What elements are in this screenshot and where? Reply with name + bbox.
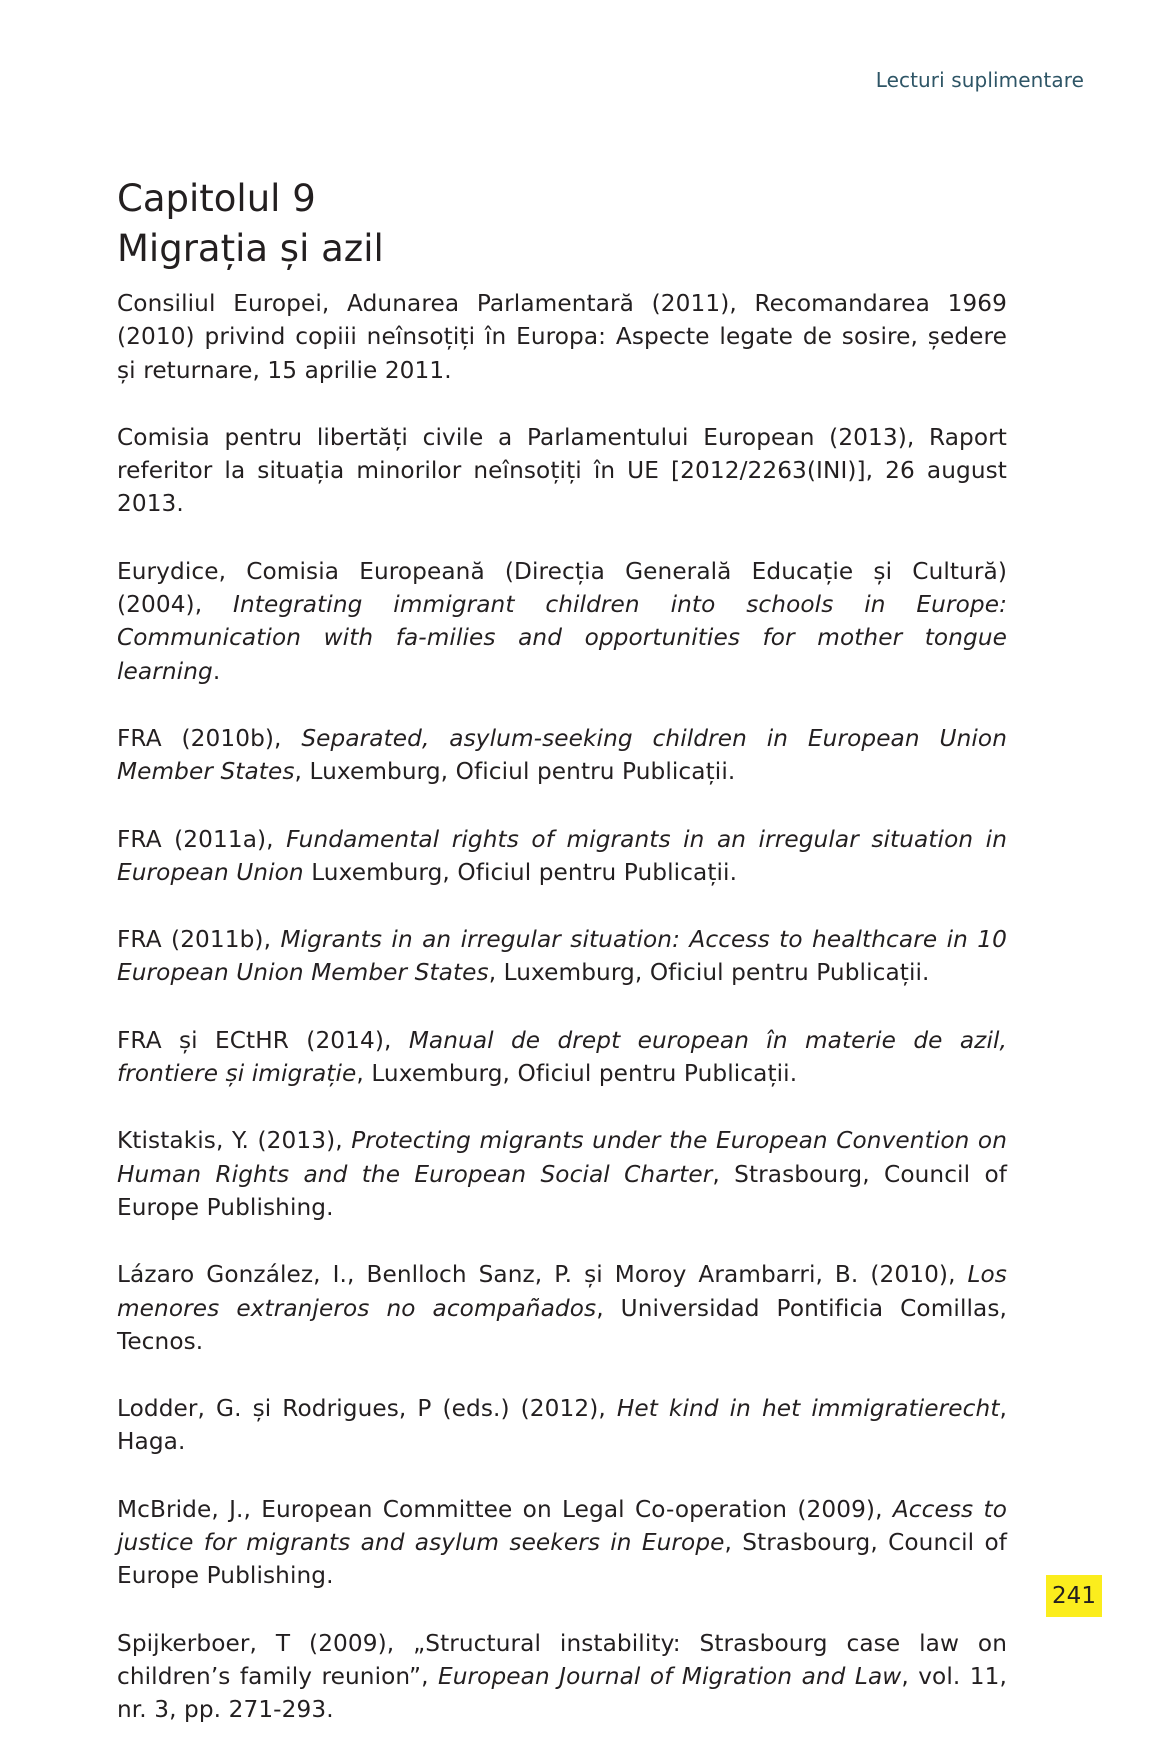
reference-title: Migrants in an irregular situation: Access to healthcare in 10 European Union Member States [117, 926, 1007, 987]
reference-list [117, 287, 1007, 1761]
reference-text: FRA și ECtHR (2014), [117, 1026, 409, 1054]
reference-title: Protecting migrants under the European Convention on Human Rights and the European Social Charter [117, 1127, 1007, 1188]
reference-text: , Luxemburg, Oficiul pentru Publicații. [356, 1060, 798, 1088]
reference-entry [117, 1024, 1007, 1091]
reference-text: Eurydice, Comisia Europeană (Direcția Generală Educație și Cultură) (2004), [117, 557, 1007, 619]
reference-text: , Luxemburg, Oficiul pentru Publicații. [294, 758, 736, 786]
running-header: Lecturi suplimentare [875, 68, 1084, 92]
reference-text: , Strasbourg, Council of Europe Publishing. [117, 1529, 1007, 1590]
reference-title: European Journal of Migration and Law [437, 1662, 902, 1690]
reference-entry [117, 287, 1007, 387]
reference-entry [117, 823, 1007, 890]
page-number: 241 [1052, 1583, 1096, 1609]
reference-title: Manual de drept european în materie de azil, frontiere și imigrație [117, 1026, 1007, 1088]
reference-entry [117, 1493, 1007, 1593]
reference-text: Luxemburg, Oficiul pentru Publicații. [303, 858, 738, 886]
reference-entry [117, 722, 1007, 789]
reference-text: Ktistakis, Y. (2013), [117, 1127, 352, 1155]
reference-text: , Strasbourg, Council of Europe Publishing. [117, 1160, 1007, 1221]
reference-text: Spijkerboer, T (2009), „Structural instability: Strasbourg case law on children’s family reunion”, [117, 1629, 1007, 1690]
reference-entry [117, 1258, 1007, 1358]
reference-text: McBride, J., European Committee on Legal Co-operation (2009), [117, 1495, 893, 1523]
reference-text: FRA (2011a), [117, 825, 287, 853]
reference-title: Het kind in het immigratierecht [616, 1395, 1000, 1423]
reference-title: Access to justice for migrants and asylum seekers in Europe [117, 1495, 1007, 1557]
reference-entry [117, 1124, 1007, 1224]
reference-entry [117, 555, 1007, 688]
reference-text: FRA (2010b), [117, 724, 302, 752]
page-number-badge [1046, 1575, 1102, 1617]
reference-entry [117, 923, 1007, 990]
reference-text: Consiliul Europei, Adunarea Parlamentară (2011), Recomandarea 1969 (2010) privind copiii neînsoțiți în Europa: Aspecte legate de sosire, ședere și returnare, 15 aprilie 2011. [117, 290, 1007, 384]
reference-text: , Universidad Pontificia Comillas, Tecnos. [117, 1294, 1007, 1355]
reference-title: Integrating immigrant children into schools in Europe: Communication with fa-milies and opportunities for mother tongue learning [117, 591, 1007, 685]
reference-text: Comisia pentru libertăți civile a Parlamentului European (2013), Raport referitor la situația minorilor neînsoțiți în UE [2012/2263(INI)], 26 august 2013. [117, 423, 1007, 518]
chapter-number: Capitolul 9 [117, 177, 316, 220]
reference-title: Fundamental rights of migrants in an irregular situation in European Union [117, 825, 1007, 886]
reference-text: , vol. 11, nr. 3, pp. 271-293. [117, 1662, 1007, 1724]
reference-text: , Luxemburg, Oficiul pentru Publicații. [488, 959, 930, 987]
chapter-title: Migrația și azil [117, 227, 384, 270]
reference-entry [117, 1627, 1007, 1727]
reference-text: . [212, 657, 221, 685]
reference-text: , Haga. [117, 1395, 1007, 1456]
reference-text: Lázaro González, I., Benlloch Sanz, P. și Moroy Arambarri, B. (2010), [117, 1261, 968, 1289]
chapter-heading [117, 174, 384, 274]
reference-text: Lodder, G. și Rodrigues, P (eds.) (2012), [117, 1395, 617, 1423]
reference-title: Separated, asylum-seeking children in European Union Member States [117, 724, 1007, 786]
reference-entry [117, 421, 1007, 521]
reference-title: Los menores extranjeros no acompañados [117, 1261, 1007, 1322]
reference-entry [117, 1392, 1007, 1459]
reference-text: FRA (2011b), [117, 926, 281, 954]
